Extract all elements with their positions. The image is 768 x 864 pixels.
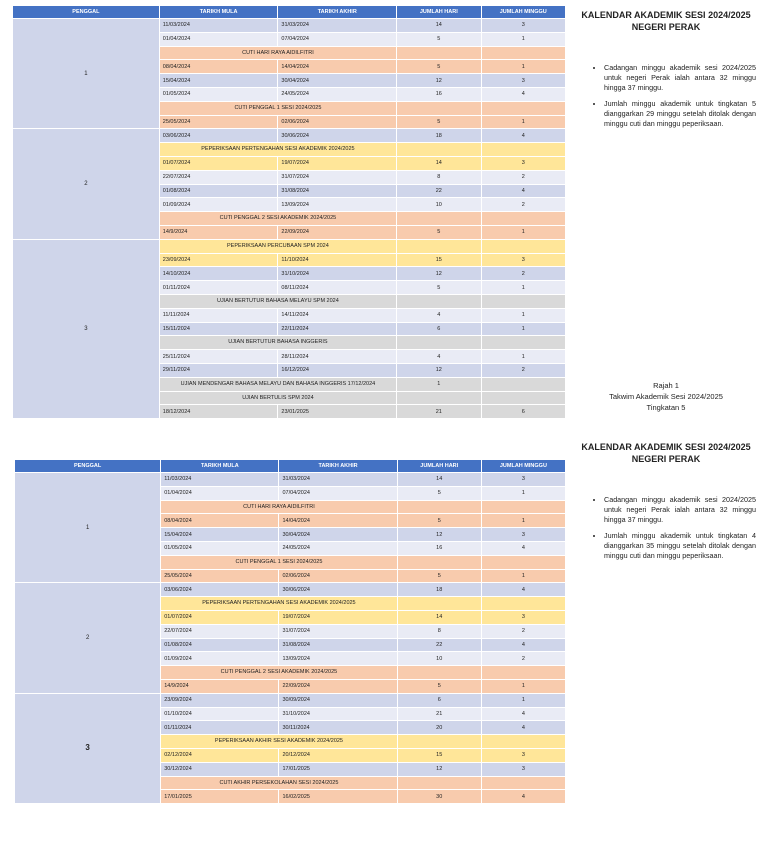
jumlah-hari-cell: 18 <box>397 129 481 143</box>
penggal-cell: 2 <box>15 583 161 693</box>
jumlah-hari-cell <box>397 46 481 60</box>
jumlah-hari-cell: 5 <box>397 115 481 129</box>
tarikh-mula-cell: 22/07/2024 <box>159 170 278 184</box>
penggal-cell: 3 <box>13 239 160 418</box>
tarikh-akhir-cell: 30/04/2024 <box>279 528 397 542</box>
jumlah-hari-cell: 14 <box>397 610 481 624</box>
table-header-row <box>15 460 566 473</box>
tarikh-akhir-cell: 22/09/2024 <box>279 679 397 693</box>
jumlah-hari-cell: 6 <box>397 322 481 336</box>
tarikh-mula-cell: 01/07/2024 <box>159 156 278 170</box>
tarikh-akhir-cell: 22/11/2024 <box>278 322 397 336</box>
tarikh-mula-cell: 01/07/2024 <box>161 610 279 624</box>
event-label-cell: PEPERIKSAAN AKHIR SESI AKADEMIK 2024/2025 <box>161 735 397 749</box>
tarikh-akhir-cell: 14/11/2024 <box>278 308 397 322</box>
jumlah-minggu-cell <box>481 239 565 253</box>
jumlah-minggu-cell: 3 <box>481 19 565 33</box>
jumlah-minggu-cell: 1 <box>481 308 565 322</box>
jumlah-hari-cell: 15 <box>397 748 481 762</box>
jumlah-minggu-cell: 2 <box>481 198 565 212</box>
jumlah-hari-cell <box>397 143 481 157</box>
table-row <box>15 473 566 487</box>
jumlah-minggu-cell: 3 <box>481 156 565 170</box>
event-label-cell: UJIAN BERTULIS SPM 2024 <box>159 391 396 405</box>
jumlah-hari-cell: 16 <box>397 541 481 555</box>
jumlah-hari-cell: 14 <box>397 156 481 170</box>
tarikh-mula-cell: 25/05/2024 <box>161 569 279 583</box>
tarikh-mula-cell: 25/11/2024 <box>159 350 278 364</box>
jumlah-minggu-cell: 2 <box>481 652 565 666</box>
tarikh-mula-cell: 23/09/2024 <box>159 253 278 267</box>
jumlah-hari-cell <box>397 391 481 405</box>
tarikh-akhir-cell: 19/07/2024 <box>278 156 397 170</box>
jumlah-hari-cell: 4 <box>397 308 481 322</box>
tarikh-mula-cell: 08/04/2024 <box>159 60 278 74</box>
jumlah-hari-cell: 22 <box>397 184 481 198</box>
calendar-table-tingkatan5 <box>12 5 566 419</box>
jumlah-minggu-cell: 2 <box>481 624 565 638</box>
jumlah-minggu-cell <box>481 212 565 226</box>
jumlah-minggu-cell <box>481 391 565 405</box>
tarikh-mula-cell: 15/04/2024 <box>161 528 279 542</box>
jumlah-hari-cell <box>397 239 481 253</box>
header-tarikh-mula: TARIKH MULA <box>161 460 279 473</box>
calendar-subtitle: NEGERI PERAK <box>631 22 701 32</box>
tarikh-mula-cell: 01/11/2024 <box>159 281 278 295</box>
event-label-cell: PEPERIKSAAN PERTENGAHAN SESI AKADEMIK 2024/2025 <box>161 597 397 611</box>
tarikh-mula-cell: 03/06/2024 <box>161 583 279 597</box>
event-label-cell: CUTI HARI RAYA AIDILFITRI <box>161 500 397 514</box>
jumlah-hari-cell <box>397 597 481 611</box>
tarikh-akhir-cell: 07/04/2024 <box>279 486 397 500</box>
note-item: • Cadangan minggu akademik sesi 2024/2025 untuk negeri Perak ialah antara 32 minggu hingga 37 minggu. <box>604 63 756 93</box>
jumlah-minggu-cell: 1 <box>481 693 565 707</box>
note-item: • Jumlah minggu akademik untuk tingkatan 5 dianggarkan 29 minggu setelah ditolak dengan minggu cuti dan minggu peperiksaan. <box>604 99 756 129</box>
jumlah-minggu-cell: 4 <box>481 541 565 555</box>
jumlah-minggu-cell: 3 <box>481 528 565 542</box>
tarikh-akhir-cell: 31/03/2024 <box>278 19 397 33</box>
jumlah-hari-cell <box>397 336 481 350</box>
header-jumlah-hari: JUMLAH HARI <box>397 460 481 473</box>
tarikh-akhir-cell: 07/04/2024 <box>278 32 397 46</box>
jumlah-minggu-cell: 1 <box>481 486 565 500</box>
jumlah-hari-cell: 12 <box>397 528 481 542</box>
jumlah-hari-cell: 5 <box>397 514 481 528</box>
calendar-title: KALENDAR AKADEMIK SESI 2024/2025 <box>581 442 751 452</box>
jumlah-minggu-cell: 1 <box>481 350 565 364</box>
notes-list <box>576 63 756 129</box>
event-label-cell: CUTI AKHIR PERSEKOLAHAN SESI 2024/2025 <box>161 776 397 790</box>
jumlah-hari-cell: 12 <box>397 762 481 776</box>
tarikh-mula-cell: 01/05/2024 <box>161 541 279 555</box>
jumlah-minggu-cell <box>481 46 565 60</box>
jumlah-hari-cell: 10 <box>397 198 481 212</box>
jumlah-minggu-cell: 4 <box>481 87 565 101</box>
tarikh-akhir-cell: 17/01/2025 <box>279 762 397 776</box>
tarikh-mula-cell: 14/9/2024 <box>161 679 279 693</box>
jumlah-hari-cell: 21 <box>397 405 481 419</box>
tarikh-akhir-cell: 30/06/2024 <box>278 129 397 143</box>
jumlah-hari-cell <box>397 735 481 749</box>
jumlah-minggu-cell: 6 <box>481 405 565 419</box>
tarikh-akhir-cell: 19/07/2024 <box>279 610 397 624</box>
table-row <box>13 129 566 143</box>
tarikh-akhir-cell: 16/02/2025 <box>279 790 397 804</box>
caption-line: Rajah 1 <box>653 381 679 390</box>
tarikh-akhir-cell: 31/07/2024 <box>278 170 397 184</box>
jumlah-hari-cell: 21 <box>397 707 481 721</box>
jumlah-hari-cell: 12 <box>397 74 481 88</box>
jumlah-minggu-cell: 4 <box>481 790 565 804</box>
tarikh-mula-cell: 01/10/2024 <box>161 707 279 721</box>
header-jumlah-hari: JUMLAH HARI <box>397 6 481 19</box>
note-item: • Cadangan minggu akademik sesi 2024/2025 untuk negeri Perak ialah antara 32 minggu hingga 37 minggu. <box>604 495 756 525</box>
tarikh-mula-cell: 30/12/2024 <box>161 762 279 776</box>
event-label-cell: UJIAN MENDENGAR BAHASA MELAYU DAN BAHASA INGGERIS 17/12/2024 <box>159 377 396 391</box>
jumlah-hari-cell: 1 <box>397 377 481 391</box>
notes-list <box>576 495 756 561</box>
tarikh-mula-cell: 11/03/2024 <box>159 19 278 33</box>
jumlah-minggu-cell <box>481 555 565 569</box>
jumlah-hari-cell <box>397 776 481 790</box>
jumlah-hari-cell: 5 <box>397 679 481 693</box>
figure-caption <box>576 380 756 413</box>
caption-line: Tingkatan 5 <box>646 403 686 412</box>
table-row <box>13 19 566 33</box>
jumlah-minggu-cell <box>481 500 565 514</box>
jumlah-hari-cell: 14 <box>397 19 481 33</box>
jumlah-hari-cell: 22 <box>397 638 481 652</box>
tarikh-mula-cell: 02/12/2024 <box>161 748 279 762</box>
jumlah-hari-cell: 18 <box>397 583 481 597</box>
header-tarikh-mula: TARIKH MULA <box>159 6 278 19</box>
tarikh-akhir-cell: 31/03/2024 <box>279 473 397 487</box>
side-panel-tingkatan5 <box>576 9 756 135</box>
jumlah-hari-cell: 5 <box>397 569 481 583</box>
tarikh-akhir-cell: 16/12/2024 <box>278 363 397 377</box>
jumlah-minggu-cell <box>481 143 565 157</box>
tarikh-mula-cell: 08/04/2024 <box>161 514 279 528</box>
jumlah-hari-cell: 15 <box>397 253 481 267</box>
tarikh-mula-cell: 15/04/2024 <box>159 74 278 88</box>
jumlah-hari-cell: 5 <box>397 486 481 500</box>
jumlah-hari-cell: 5 <box>397 225 481 239</box>
tarikh-akhir-cell: 02/06/2024 <box>278 115 397 129</box>
jumlah-minggu-cell: 3 <box>481 762 565 776</box>
jumlah-minggu-cell <box>481 666 565 680</box>
tarikh-akhir-cell: 30/09/2024 <box>279 693 397 707</box>
caption-line: Takwim Akademik Sesi 2024/2025 <box>609 392 723 401</box>
penggal-cell: 2 <box>13 129 160 239</box>
jumlah-minggu-cell: 3 <box>481 473 565 487</box>
tarikh-mula-cell: 25/05/2024 <box>159 115 278 129</box>
jumlah-hari-cell <box>397 294 481 308</box>
tarikh-mula-cell: 01/08/2024 <box>159 184 278 198</box>
tarikh-mula-cell: 29/11/2024 <box>159 363 278 377</box>
jumlah-minggu-cell <box>481 597 565 611</box>
jumlah-hari-cell <box>397 101 481 115</box>
tarikh-mula-cell: 14/9/2024 <box>159 225 278 239</box>
tarikh-mula-cell: 01/04/2024 <box>159 32 278 46</box>
jumlah-minggu-cell: 1 <box>481 679 565 693</box>
jumlah-minggu-cell: 1 <box>481 60 565 74</box>
jumlah-minggu-cell: 2 <box>481 170 565 184</box>
jumlah-hari-cell: 8 <box>397 624 481 638</box>
event-label-cell: UJIAN BERTUTUR BAHASA MELAYU SPM 2024 <box>159 294 396 308</box>
tarikh-akhir-cell: 31/08/2024 <box>279 638 397 652</box>
tarikh-mula-cell: 01/05/2024 <box>159 87 278 101</box>
jumlah-hari-cell: 8 <box>397 170 481 184</box>
tarikh-mula-cell: 01/11/2024 <box>161 721 279 735</box>
tarikh-akhir-cell: 30/06/2024 <box>279 583 397 597</box>
event-label-cell: CUTI PENGGAL 1 SESI 2024/2025 <box>161 555 397 569</box>
calendar-table-tingkatan4 <box>14 459 566 804</box>
jumlah-hari-cell: 5 <box>397 32 481 46</box>
event-label-cell: CUTI PENGGAL 2 SESI AKADEMIK 2024/2025 <box>161 666 397 680</box>
jumlah-hari-cell: 14 <box>397 473 481 487</box>
table-row <box>15 583 566 597</box>
event-label-cell: PEPERIKSAAN PERCUBAAN SPM 2024 <box>159 239 396 253</box>
tarikh-akhir-cell: 11/10/2024 <box>278 253 397 267</box>
tarikh-akhir-cell: 02/06/2024 <box>279 569 397 583</box>
tarikh-mula-cell: 14/10/2024 <box>159 267 278 281</box>
jumlah-hari-cell: 10 <box>397 652 481 666</box>
tarikh-akhir-cell: 08/11/2024 <box>278 281 397 295</box>
jumlah-minggu-cell: 1 <box>481 115 565 129</box>
tarikh-akhir-cell: 28/11/2024 <box>278 350 397 364</box>
jumlah-minggu-cell <box>481 294 565 308</box>
jumlah-hari-cell <box>397 555 481 569</box>
tarikh-akhir-cell: 31/10/2024 <box>279 707 397 721</box>
calendar-title: KALENDAR AKADEMIK SESI 2024/2025 <box>581 10 751 20</box>
jumlah-minggu-cell: 4 <box>481 129 565 143</box>
jumlah-hari-cell: 20 <box>397 721 481 735</box>
jumlah-minggu-cell: 4 <box>481 583 565 597</box>
tarikh-mula-cell: 11/11/2024 <box>159 308 278 322</box>
tarikh-mula-cell: 01/04/2024 <box>161 486 279 500</box>
header-jumlah-minggu: JUMLAH MINGGU <box>481 460 565 473</box>
jumlah-minggu-cell: 1 <box>481 281 565 295</box>
tarikh-akhir-cell: 14/04/2024 <box>278 60 397 74</box>
tarikh-akhir-cell: 22/09/2024 <box>278 225 397 239</box>
event-label-cell: PEPERIKSAAN PERTENGAHAN SESI AKADEMIK 2024/2025 <box>159 143 396 157</box>
jumlah-hari-cell: 6 <box>397 693 481 707</box>
jumlah-minggu-cell: 4 <box>481 707 565 721</box>
event-label-cell: UJIAN BERTUTUR BAHASA INGGERIS <box>159 336 396 350</box>
tarikh-akhir-cell: 31/08/2024 <box>278 184 397 198</box>
jumlah-minggu-cell: 1 <box>481 322 565 336</box>
tarikh-akhir-cell: 31/07/2024 <box>279 624 397 638</box>
header-penggal: PENGGAL <box>13 6 160 19</box>
tarikh-mula-cell: 01/09/2024 <box>159 198 278 212</box>
jumlah-hari-cell: 4 <box>397 350 481 364</box>
calendar-subtitle: NEGERI PERAK <box>631 454 701 464</box>
jumlah-minggu-cell: 1 <box>481 514 565 528</box>
jumlah-hari-cell <box>397 212 481 226</box>
tarikh-akhir-cell: 30/04/2024 <box>278 74 397 88</box>
header-penggal: PENGGAL <box>15 460 161 473</box>
tarikh-mula-cell: 18/12/2024 <box>159 405 278 419</box>
jumlah-hari-cell <box>397 500 481 514</box>
tarikh-akhir-cell: 24/05/2024 <box>279 541 397 555</box>
jumlah-minggu-cell: 3 <box>481 74 565 88</box>
header-tarikh-akhir: TARIKH AKHIR <box>279 460 397 473</box>
tarikh-akhir-cell: 24/05/2024 <box>278 87 397 101</box>
side-panel-tingkatan4 <box>576 441 756 567</box>
jumlah-hari-cell: 12 <box>397 363 481 377</box>
tarikh-mula-cell: 03/06/2024 <box>159 129 278 143</box>
jumlah-hari-cell <box>397 666 481 680</box>
jumlah-hari-cell: 12 <box>397 267 481 281</box>
event-label-cell: CUTI HARI RAYA AIDILFITRI <box>159 46 396 60</box>
penggal-cell: 3 <box>15 693 161 803</box>
tarikh-akhir-cell: 20/12/2024 <box>279 748 397 762</box>
jumlah-minggu-cell <box>481 377 565 391</box>
tarikh-mula-cell: 17/01/2025 <box>161 790 279 804</box>
event-label-cell: CUTI PENGGAL 1 SESI 2024/2025 <box>159 101 396 115</box>
jumlah-minggu-cell: 2 <box>481 267 565 281</box>
jumlah-hari-cell: 5 <box>397 281 481 295</box>
tarikh-akhir-cell: 13/09/2024 <box>278 198 397 212</box>
tarikh-mula-cell: 01/09/2024 <box>161 652 279 666</box>
jumlah-minggu-cell <box>481 336 565 350</box>
penggal-cell: 1 <box>13 19 160 129</box>
jumlah-hari-cell: 5 <box>397 60 481 74</box>
tarikh-akhir-cell: 23/01/2025 <box>278 405 397 419</box>
jumlah-minggu-cell: 1 <box>481 32 565 46</box>
jumlah-minggu-cell: 2 <box>481 363 565 377</box>
tarikh-mula-cell: 23/09/2024 <box>161 693 279 707</box>
jumlah-hari-cell: 30 <box>397 790 481 804</box>
table-row <box>15 693 566 707</box>
jumlah-minggu-cell: 4 <box>481 638 565 652</box>
header-jumlah-minggu: JUMLAH MINGGU <box>481 6 565 19</box>
header-tarikh-akhir: TARIKH AKHIR <box>278 6 397 19</box>
jumlah-minggu-cell: 4 <box>481 184 565 198</box>
table-header-row <box>13 6 566 19</box>
tarikh-mula-cell: 15/11/2024 <box>159 322 278 336</box>
tarikh-mula-cell: 01/08/2024 <box>161 638 279 652</box>
tarikh-mula-cell: 22/07/2024 <box>161 624 279 638</box>
jumlah-minggu-cell: 4 <box>481 721 565 735</box>
event-row <box>13 239 566 253</box>
jumlah-minggu-cell: 3 <box>481 610 565 624</box>
jumlah-minggu-cell <box>481 735 565 749</box>
tarikh-akhir-cell: 31/10/2024 <box>278 267 397 281</box>
tarikh-akhir-cell: 14/04/2024 <box>279 514 397 528</box>
jumlah-minggu-cell: 1 <box>481 225 565 239</box>
note-item: • Jumlah minggu akademik untuk tingkatan 4 dianggarkan 35 minggu setelah ditolak dengan minggu cuti dan minggu peperiksaan. <box>604 531 756 561</box>
jumlah-minggu-cell: 1 <box>481 569 565 583</box>
penggal-cell: 1 <box>15 473 161 583</box>
tarikh-akhir-cell: 13/09/2024 <box>279 652 397 666</box>
event-label-cell: CUTI PENGGAL 2 SESI AKADEMIK 2024/2025 <box>159 212 396 226</box>
jumlah-minggu-cell: 3 <box>481 253 565 267</box>
jumlah-hari-cell: 16 <box>397 87 481 101</box>
tarikh-akhir-cell: 30/11/2024 <box>279 721 397 735</box>
jumlah-minggu-cell <box>481 776 565 790</box>
jumlah-minggu-cell: 3 <box>481 748 565 762</box>
tarikh-mula-cell: 11/03/2024 <box>161 473 279 487</box>
jumlah-minggu-cell <box>481 101 565 115</box>
